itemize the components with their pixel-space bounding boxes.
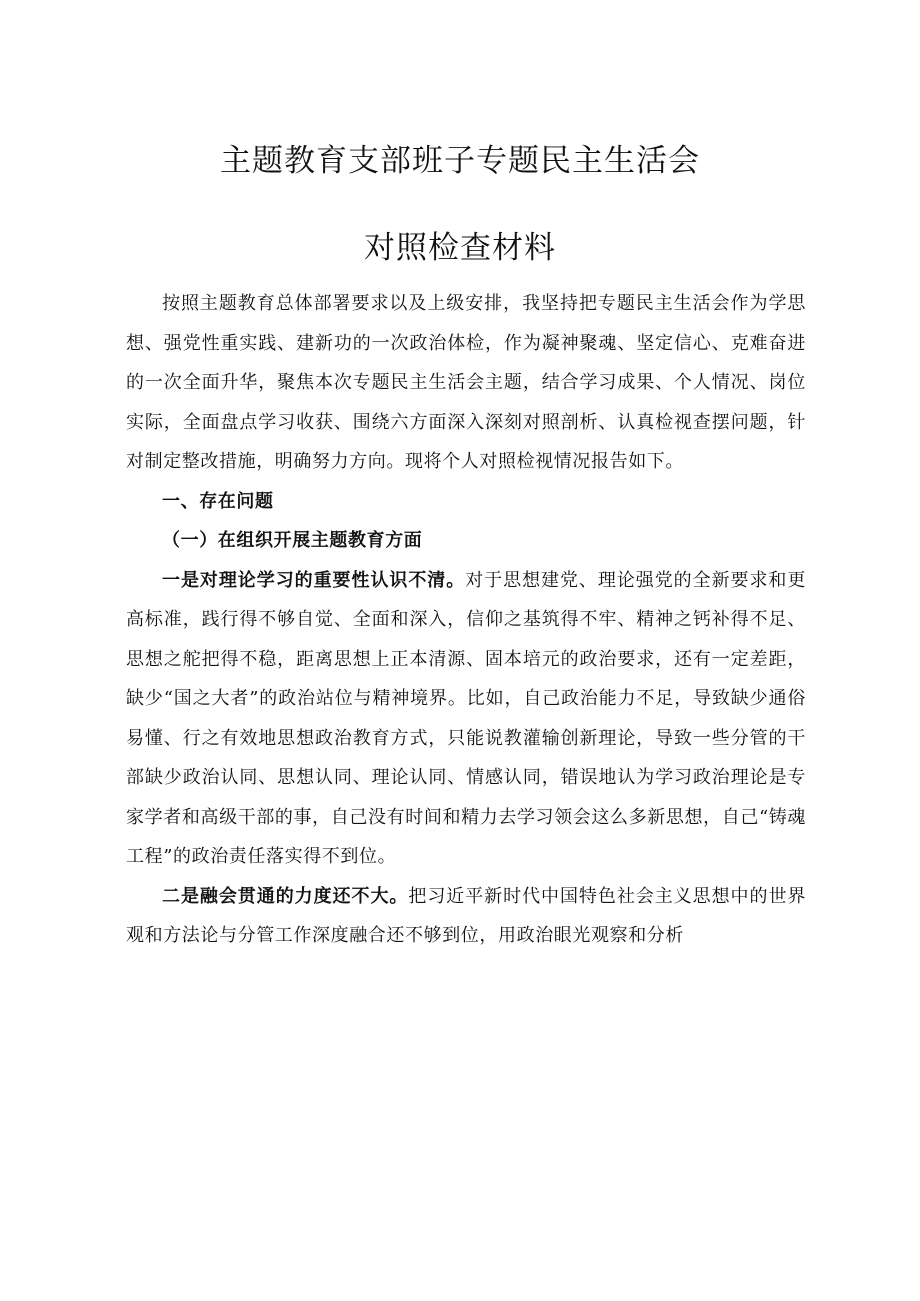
point-paragraph-1 <box>126 561 806 877</box>
point-1-body: 对于思想建党、理论强党的全新要求和更高标准，践行得不够自觉、全面和深入，信仰之基筑得不牢、精神之钙补得不足、思想之舵把得不稳，距离思想上正本清源、固本培元的政治要求，还有一定差距，缺少“国之大者”的政治站位与精神境界。比如，自己政治能力不足，导致缺少通俗易懂、行之有效地思想政治教育方式，只能说教灌输创新理论，导致一些分管的干部缺少政治认同、思想认同、理论认同、情感认同，错误地认为学习政治理论是专家学者和高级干部的事，自己没有时间和精力去学习领会这么多新思想，自己“铸魂工程”的政治责任落实得不到位。 <box>126 569 806 867</box>
intro-paragraph: 按照主题教育总体部署要求以及上级安排，我坚持把专题民主生活会作为学思想、强党性重实践、建新功的一次政治体检，作为凝神聚魂、坚定信心、克难奋进的一次全面升华，聚焦本次专题民主生活会主题，结合学习成果、个人情况、岗位实际，全面盘点学习收获、围绕六方面深入深刻对照剖析、认真检视查摆问题，针对制定整改措施，明确努力方向。现将个人对照检视情况报告如下。 <box>126 293 806 472</box>
section-heading-problems: 一、存在问题 <box>162 490 274 512</box>
document-body <box>126 284 806 956</box>
point-2-lead: 二是融会贯通的力度还不大。 <box>162 885 409 907</box>
point-paragraph-2 <box>126 877 806 956</box>
document-title-line-1: 主题教育支部班子专题民主生活会 <box>220 143 700 179</box>
point-1-lead: 一是对理论学习的重要性认识不清。 <box>162 569 466 591</box>
document-title-line-2: 对照检查材料 <box>364 230 556 266</box>
point-2-body: 把习近平新时代中国特色社会主义思想中的世界观和方法论与分管工作深度融合还不够到位，用政治眼光观察和分析 <box>126 885 806 946</box>
subsection-heading-theme-education: （一）在组织开展主题教育方面 <box>162 530 423 551</box>
